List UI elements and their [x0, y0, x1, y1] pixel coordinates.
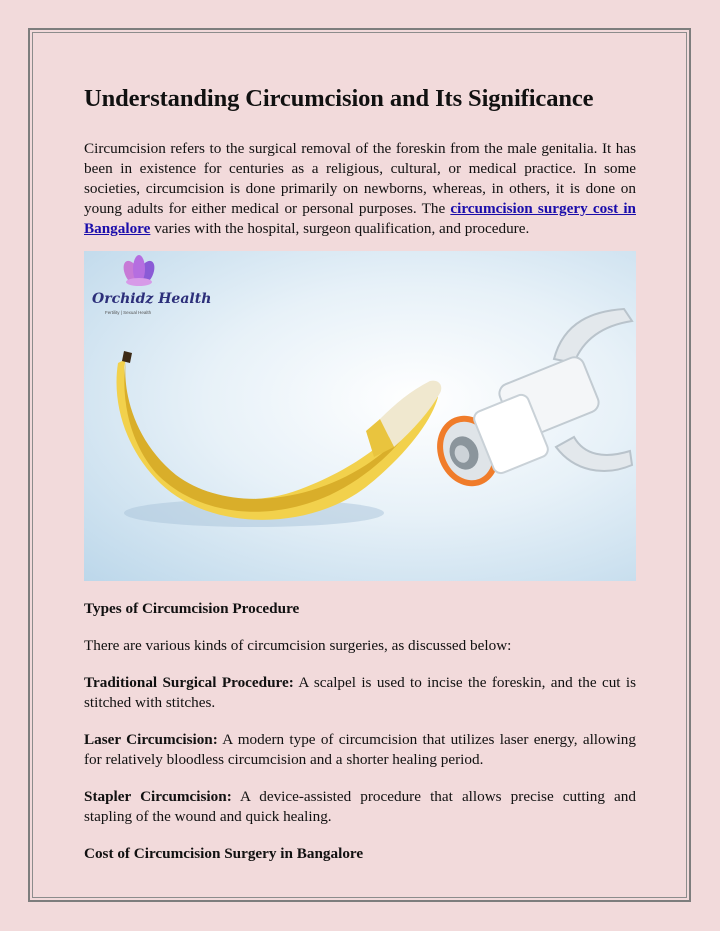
intro-paragraph: [84, 139, 636, 239]
intro-suffix: varies with the hospital, surgeon qualification, and procedure.: [150, 220, 530, 237]
types-heading: Types of Circumcision Procedure: [84, 600, 300, 617]
article-body: [84, 82, 636, 881]
intro-text: Circumcision refers to the surgical removal of the foreskin from the male genitalia. It has been in existence for centuries as a religious, cultural, or medical practice. In some societies, circumcision is done primarily on newborns, whereas, in others, it is done on young adults for either medical or personal purposes. The: [84, 140, 636, 217]
hero-image: [84, 251, 636, 581]
stapler-device-image: [427, 309, 632, 496]
procedure-desc: A scalpel is used to incise the foreskin, and the cut is stitched with stitches.: [84, 674, 636, 711]
procedure-name: Laser Circumcision:: [84, 731, 218, 748]
procedure-traditional: [84, 673, 636, 713]
article-title: Understanding Circumcision and Its Significance: [84, 85, 594, 112]
procedure-desc: A modern type of circumcision that utilizes laser energy, allowing for relatively bloodless circumcision and a shorter healing period.: [84, 731, 636, 768]
procedure-name: Traditional Surgical Procedure:: [84, 674, 294, 691]
types-intro: There are various kinds of circumcision surgeries, as discussed below:: [84, 637, 512, 654]
cost-heading: Cost of Circumcision Surgery in Bangalore: [84, 845, 364, 862]
banana-image: [117, 351, 442, 520]
circumcision-cost-link[interactable]: circumcision surgery cost in Bangalore: [84, 200, 636, 237]
logo-tagline: Fertility | Sexual Health: [105, 310, 152, 315]
procedure-stapler: [84, 787, 636, 827]
logo-name: Orchidz Health: [92, 291, 212, 307]
procedure-name: Stapler Circumcision:: [84, 788, 232, 805]
procedure-desc: A device-assisted procedure that allows precise cutting and stapling of the wound and quick healing.: [84, 788, 636, 825]
procedure-laser: [84, 730, 636, 770]
orchid-flower-icon: [120, 255, 158, 288]
